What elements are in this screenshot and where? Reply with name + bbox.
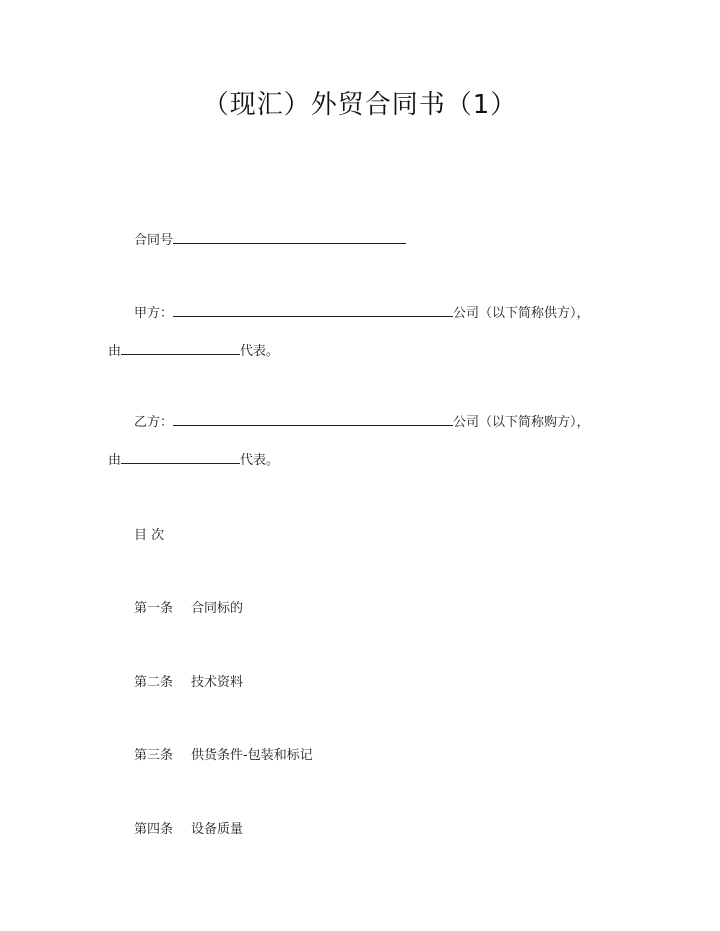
toc-item-title: 合同标的 (191, 601, 244, 616)
contract-number-blank[interactable] (173, 231, 406, 244)
toc-item-number: 第三条 (134, 748, 174, 763)
toc-heading: 目 次 (134, 528, 165, 543)
toc-item (134, 744, 313, 763)
party-b-rep-prefix: 由 (108, 453, 122, 468)
contract-number-label: 合同号 (134, 233, 174, 248)
document-title: （现汇）外贸合同书（1） (202, 90, 518, 120)
party-b-company-blank[interactable] (173, 413, 453, 426)
party-b-label: 乙方： (134, 415, 174, 430)
party-a-suffix: 公司（以下简称供方）， (453, 306, 590, 321)
toc-item-number: 第一条 (134, 601, 174, 616)
party-a-rep-blank[interactable] (121, 342, 240, 355)
party-a-rep-prefix: 由 (108, 344, 122, 359)
party-a-line (134, 304, 590, 323)
toc-item (134, 671, 243, 690)
party-a-rep-suffix: 代表。 (240, 344, 280, 359)
party-a-rep-line (108, 342, 279, 361)
toc-item-number: 第四条 (134, 822, 174, 837)
toc-item (134, 818, 243, 837)
party-a-company-blank[interactable] (173, 304, 453, 317)
toc-item-title: 供货条件-包装和标记 (191, 748, 313, 763)
party-b-rep-line (108, 451, 279, 470)
party-b-line (134, 413, 590, 432)
party-b-rep-suffix: 代表。 (240, 453, 280, 468)
party-a-label: 甲方： (134, 306, 174, 321)
contract-number-line (134, 231, 406, 250)
toc-item (134, 597, 243, 616)
toc-item-number: 第二条 (134, 675, 174, 690)
toc-item-title: 设备质量 (191, 822, 244, 837)
party-b-rep-blank[interactable] (121, 451, 240, 464)
party-b-suffix: 公司（以下简称购方）， (453, 415, 590, 430)
toc-item-title: 技术资料 (191, 675, 244, 690)
